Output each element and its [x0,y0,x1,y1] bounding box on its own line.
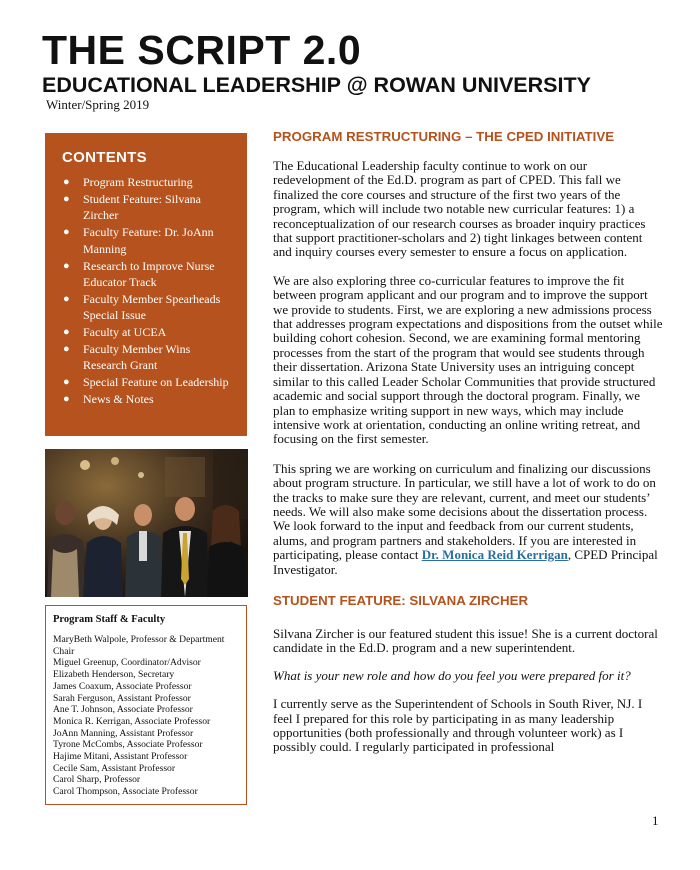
bullet-icon: ● [63,176,70,188]
staff-member: Carol Sharp, Professor [53,774,141,786]
bullet-icon: ● [63,343,70,356]
contents-item[interactable]: ● Faculty Feature: Dr. JoAnn Manning [63,225,214,256]
interview-question: What is your new role and how do you feel you were prepared for it? [273,667,631,683]
contents-item[interactable]: ● Special Feature on Leadership [63,375,229,390]
bullet-icon: ● [63,259,70,272]
group-photo [45,449,248,597]
staff-member: Elizabeth Henderson, Secretary [53,669,175,681]
contents-item[interactable]: ● News & Notes [63,392,154,407]
staff-member: Cecile Sam, Assistant Professor [53,762,176,774]
article-paragraph: I currently serve as the Superintendent of Schools in South River, NJ. I feel I prepared for this role by participating in as many leadership opportunities (both professionally and through volunteer work) as I possibly could. I regularly participated in professional [273,696,643,755]
article-heading-student-feature: STUDENT FEATURE: SILVANA ZIRCHER [273,592,529,608]
staff-member: Monica R. Kerrigan, Associate Professor [53,715,211,727]
staff-member: Miguel Greenup, Coordinator/Advisor [53,657,201,669]
contents-item[interactable]: ● Student Feature: Silvana Zircher [63,191,201,223]
bullet-icon: ● [63,192,70,205]
article-paragraph: This spring we are working on curriculum and finalizing our discussions about program structure. In particular, we still have a lot of work to do on the tracks to make sure they are relevant, current, and meet our students’ needs. We will also make some decisions about the dissertation process. We look forward to the input and feedback from our current students, alums, and program partners and stakeholders. If you are interested in participating, please contact Dr. Monica Reid Kerrigan, CPED Principal Investigator. [273,460,658,577]
kerrigan-link[interactable]: Dr. Monica Reid Kerrigan [421,547,568,563]
contents-box [45,133,247,436]
staff-member: Tyrone McCombs, Associate Professor [53,739,203,751]
newsletter-title: THE SCRIPT 2.0 [42,27,362,73]
contents-item[interactable]: ● Faculty Member Spearheads Special Issue [63,291,221,323]
page-number: 1 [652,813,659,828]
newsletter-subtitle: EDUCATIONAL LEADERSHIP @ ROWAN UNIVERSITY [42,73,591,97]
bullet-icon: ● [63,376,70,389]
issue-date: Winter/Spring 2019 [46,97,150,112]
staff-member: MaryBeth Walpole, Professor & Department Chair [53,634,225,657]
contents-item[interactable]: ● Faculty Member Wins Research Grant [63,342,191,373]
contents-item[interactable]: ● Program Restructuring [63,175,193,189]
contents-item[interactable]: ● Research to Improve Nurse Educator Track [63,258,215,289]
contents-list [62,174,233,408]
article-heading-program-restructuring: PROGRAM RESTRUCTURING – THE CPED INITIATIVE [273,129,615,144]
bullet-icon: ● [63,393,70,406]
staff-member: JoAnn Manning, Assistant Professor [53,727,194,739]
staff-member: Ane T. Johnson, Associate Professor [53,704,193,716]
staff-member: Carol Thompson, Associate Professor [53,786,198,798]
article-paragraph: Silvana Zircher is our featured student this issue! She is a current doctoral candidate in the Ed.D. program and a new superintendent. [273,625,658,656]
bullet-icon: ● [63,292,70,305]
bullet-icon: ● [63,226,70,239]
staff-box [45,605,247,805]
contents-item[interactable]: ● Faculty at UCEA [63,325,167,340]
contents-heading: CONTENTS [62,149,147,166]
main-column [273,128,663,755]
staff-member: Hajime Mitani, Assistant Professor [53,751,188,763]
staff-member: James Coaxum, Associate Professor [53,680,192,692]
group-photo-icon [45,449,248,597]
bullet-icon: ● [63,326,70,339]
staff-heading: Program Staff & Faculty [53,614,166,625]
article-paragraph: The Educational Leadership faculty continue to work on our redevelopment of the Ed.D. program as part of CPED. This fall we finalized the core courses and structure of the first two years of the program, which will include two notable new curricular features: 1) a reconceptualization of our research courses as broader inquiry practices that support practitioner-scholars and 2) tight linkages between content and inquiry courses every semester to ensure a focus on application. [273,158,646,260]
article-paragraph: We are also exploring three co-curricular features to improve the fit between program applicant and our program and to improve the support we provide to students. First, we are exploring a new admissions process that addresses program expectations and dispositions from the outset while building cohort cohesion. Second, we are examining formal mentoring processes from the start of the program that would see students through their dissertation. Arizona State University uses an intriguing concept similar to this called Leader Scholar Communities that provide structured academic and social support through the doctoral program. Finally, we plan to emphasize writing support in new ways, which may include intensive work at orientation, conducting an online writing retreat, and focusing on the first semester. [273,272,663,447]
staff-member: Sarah Ferguson, Assistant Professor [53,692,191,704]
